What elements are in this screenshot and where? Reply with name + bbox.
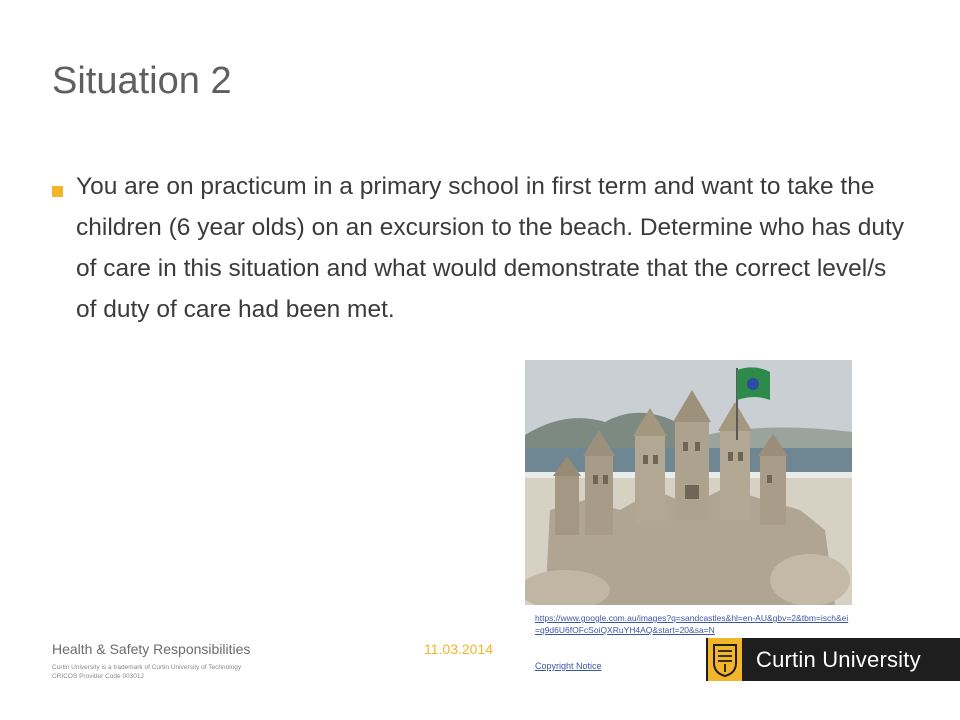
curtin-logo: [706, 638, 960, 681]
copyright-notice-link[interactable]: Copyright Notice: [535, 661, 602, 671]
bullet-square-icon: [52, 186, 63, 197]
footer-title: Health & Safety Responsibilities: [52, 641, 251, 657]
cricos-line: CRICOS Provider Code 00301J: [52, 673, 144, 680]
slide-title: Situation 2: [52, 60, 232, 102]
footer-legal: [52, 663, 241, 681]
slide-body-text: You are on practicum in a primary school in first term and want to take the children (6 year olds) on an excursion to the beach. Determine who has duty of care in this situation and what would demonstrate that the correct level/s of duty of care had been met.: [76, 173, 905, 323]
trademark-line: Curtin University is a trademark of Curtin University of Technology: [52, 664, 242, 671]
logo-text: Curtin University: [756, 646, 921, 672]
footer-date: 11.03.2014: [424, 641, 494, 657]
image-source-link[interactable]: https://www.google.com.au/images?q=sandcastles&hl=en-AU&gbv=2&tbm=isch&ei=q9d6U6fOFcSoiQXRuYH4AQ&start=20&sa=N: [535, 613, 849, 635]
sandcastle-photo: [525, 360, 852, 605]
curtin-crest-icon: [708, 638, 742, 681]
